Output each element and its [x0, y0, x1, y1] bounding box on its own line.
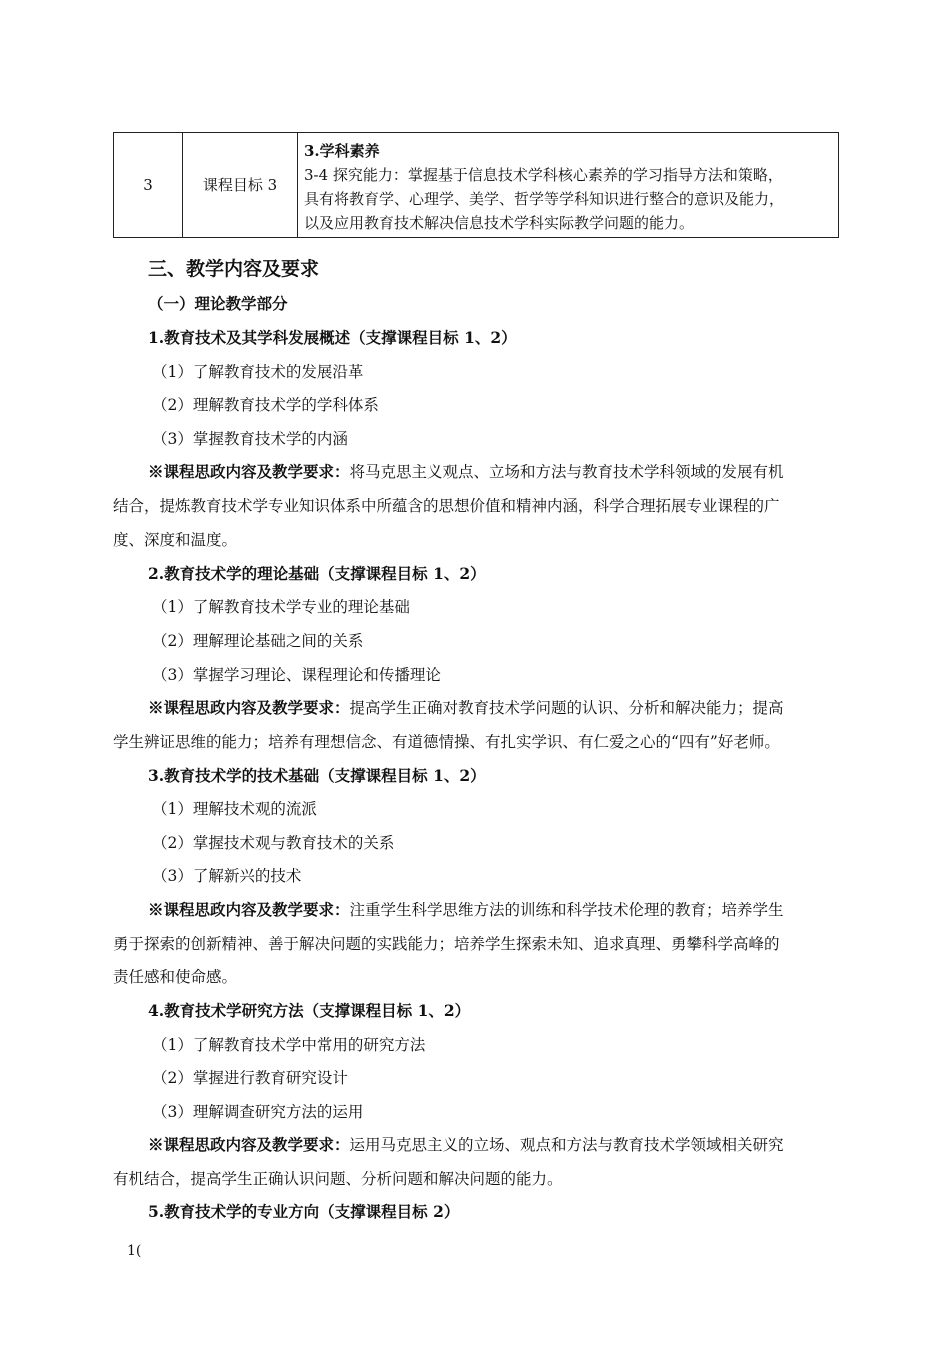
requirement-label: ※课程思政内容及教学要求： — [148, 1135, 350, 1154]
page-number: 1( — [127, 1243, 142, 1259]
requirement-text: 有机结合，提高学生正确认识问题、分析问题和解决问题的能力。 — [113, 1170, 563, 1188]
topic-title: 2.教育技术学的理论基础（支撑课程目标 1、2） — [148, 564, 486, 583]
section-title: 三、教学内容及要求 — [148, 258, 320, 280]
topic-title: 4.教育技术学研究方法（支撑课程目标 1、2） — [148, 1001, 471, 1020]
list-item: （1）了解教育技术学专业的理论基础 — [152, 598, 410, 616]
topic-title: 1.教育技术及其学科发展概述（支撑课程目标 1、2） — [148, 328, 517, 347]
subsection-title: （一）理论教学部分 — [148, 294, 288, 313]
list-item: （1）了解教育技术学中常用的研究方法 — [152, 1036, 426, 1054]
requirement-text: 结合，提炼教育技术学专业知识体系中所蕴含的思想价值和精神内涵，科学合理拓展专业课程的广 — [113, 497, 780, 515]
requirement-paragraph — [148, 697, 784, 719]
list-item: （2）理解教育技术学的学科体系 — [152, 396, 379, 414]
course-goal-table — [113, 132, 839, 238]
topic-title: 5.教育技术学的专业方向（支撑课程目标 2） — [148, 1202, 460, 1221]
list-item: （3）掌握教育技术学的内涵 — [152, 430, 348, 448]
list-item: （3）掌握学习理论、课程理论和传播理论 — [152, 666, 441, 684]
requirement-text: 将马克思主义观点、立场和方法与教育技术学科领域的发展有机 — [349, 463, 784, 481]
row-content — [298, 133, 839, 238]
requirement-text: 学生辨证思维的能力；培养有理想信念、有道德情操、有扎实学识、有仁爱之心的“四有”好老师。 — [113, 733, 780, 751]
list-item: （2）掌握进行教育研究设计 — [152, 1069, 348, 1087]
requirement-text: 运用马克思主义的立场、观点和方法与教育技术学领域相关研究 — [349, 1136, 784, 1154]
row-line: 以及应用教育技术解决信息技术学科实际教学问题的能力。 — [304, 214, 695, 232]
row-line: 3-4 探究能力：掌握基于信息技术学科核心素养的学习指导方法和策略， — [304, 166, 783, 184]
list-item: （3）理解调查研究方法的运用 — [152, 1103, 364, 1121]
row-heading: 3.学科素养 — [304, 142, 380, 160]
requirement-paragraph — [148, 1134, 784, 1156]
requirement-text: 提高学生正确对教育技术学问题的认识、分析和解决能力；提高 — [349, 699, 784, 717]
requirement-paragraph — [148, 899, 784, 921]
row-goal: 课程目标 3 — [183, 133, 298, 238]
requirement-paragraph — [148, 461, 784, 483]
list-item: （3）了解新兴的技术 — [152, 867, 302, 885]
table-row — [114, 133, 839, 238]
requirement-text: 注重学生科学思维方法的训练和科学技术伦理的教育；培养学生 — [349, 901, 784, 919]
topic-title: 3.教育技术学的技术基础（支撑课程目标 1、2） — [148, 766, 486, 785]
requirement-label: ※课程思政内容及教学要求： — [148, 900, 350, 919]
list-item: （1）了解教育技术的发展沿革 — [152, 363, 364, 381]
row-line: 具有将教育学、心理学、美学、哲学等学科知识进行整合的意识及能力， — [304, 190, 785, 208]
list-item: （2）掌握技术观与教育技术的关系 — [152, 834, 395, 852]
requirement-text: 度、深度和温度。 — [113, 531, 238, 549]
row-number: 3 — [114, 133, 183, 238]
requirement-text: 责任感和使命感。 — [113, 968, 238, 986]
requirement-label: ※课程思政内容及教学要求： — [148, 462, 350, 481]
list-item: （1）理解技术观的流派 — [152, 800, 317, 818]
requirement-text: 勇于探索的创新精神、善于解决问题的实践能力；培养学生探索未知、追求真理、勇攀科学高峰的 — [113, 935, 780, 953]
list-item: （2）理解理论基础之间的关系 — [152, 632, 364, 650]
requirement-label: ※课程思政内容及教学要求： — [148, 698, 350, 717]
